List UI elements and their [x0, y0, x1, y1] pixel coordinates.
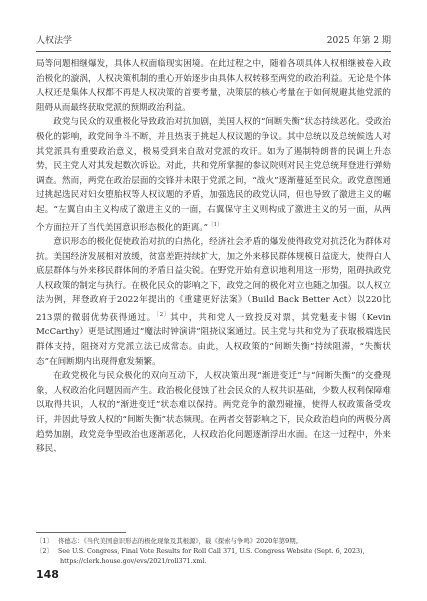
paragraph: 在政党极化与民众极化的双向互动下，人权决策出现“渐进变迁”与“间断失衡”的交叠现象，人权政治化问题因而产生。政治极化侵蚀了社会民众的人权共识基础，少数人权利保障难以取得共识，人权的“渐进变迁”状态难以保持。两党竞争的激烈碰撞，使得人权政策备受攻讦，并因此导致人权的“间断失衡”状态频现。在两者交替影响之下，民众政治趋向的两极分离趋势加剧，政党竞争型政治也逐渐恶化，人权政治化问题逐渐浮出水面。在这一过程中，外来移民、	[36, 371, 391, 455]
footnote-ref[interactable]: 〔1〕	[207, 221, 223, 228]
journal-name: 人权法学	[36, 36, 73, 46]
running-header	[36, 34, 391, 48]
footnotes	[36, 536, 391, 566]
footnote-divider	[36, 532, 126, 533]
header-divider	[36, 51, 391, 52]
paragraph: 局等问题相继爆发，具体人权面临现实困境。在此过程之中，随着各项具体人权相继被卷入政治极化的漩涡，人权决策机制的重心开始逐步由具体人权转移至两党的政治利益。无论是个体人权还是集体人权都不再是人权决策的首要考量，决策层的核心考量在于如何规避其他党派的阻碍从而最终获取党派的预期政治利益。	[36, 59, 391, 113]
body-text	[36, 57, 391, 457]
footnote: 〔2〕 See U.S. Congress, Final Vote Results for Roll Call 371, U.S. Congress Website (Sept. 6, 2023), https://clerk.house.gov/evs/2021/roll371.xml.	[36, 547, 365, 565]
page-number: 148	[36, 568, 59, 581]
footnote: 〔1〕 佟德志：《当代美国意识形态的极化现象及其根源》，载《探索与争鸣》2020年第9期。	[36, 537, 302, 545]
issue-label: 2025 年第 2 期	[326, 36, 391, 46]
footnote-ref[interactable]: 〔2〕	[156, 311, 171, 318]
paragraph: 政党与民众的双重极化导致政治对抗加剧，美国人权的“间断失衡”状态持续恶化。受政治极化的影响，政党间争斗不断，并且热衷于挑起人权议题的争议。其中总统以及总统候选人对其党派具有重要政治意义，极易受到来自敌对党派的攻讦。如为了遏制特朗普的民调上升态势，民主党人对其发起数次诉讼。对此，共和党所掌握的参议院则对民主党总统拜登进行弹劾调查。然而，两党在政治层面的交锋并未限于党派之间，“战火”逐渐蔓延至民众。政党意图通过挑起选民对妇女堕胎权等人权议题的矛盾，加强选民的政党认同，但也导致了激进主义的崛起。“左翼自由主义构成了激进主义的一面，右翼保守主义则构成了激进主义的另一面，从两个方面拉开了当代美国意识形态极化的距离。”$^{〔1〕}$	[36, 117, 391, 233]
paragraph: 意识形态的极化促使政治对抗的白热化，经济社会矛盾的爆发使得政党对抗泛化为群体对抗。美国经济发展相对放缓，贫富差距持续扩大，加之外来移民群体规模日益庞大，使得白人底层群体与外来移民群体间的矛盾日益尖锐。在野党开始有意识地利用这一形势，阻碍执政党人权政策的制定与执行。在极化民众的影响之下，政党之间的极化对立也随之加强。以人权立法为例，拜登政府于2022年提出的《重建更好法案》（Build Back Better Act）以220比213票的微弱优势获得通过。$^{〔2〕}$其中，共和党人一致投反对票，其党魁麦卡锡（Kevin McCarthy）更是试图通过“魔法时钟演讲”阻挠议案通过。民主党与共和党为了获取极端选民群体支持，阻挠对方党派立法已成常态。由此，人权政策的“间断失衡”持续阻滞，“失衡状态”在间断期内出现得愈发频繁。	[36, 236, 392, 367]
